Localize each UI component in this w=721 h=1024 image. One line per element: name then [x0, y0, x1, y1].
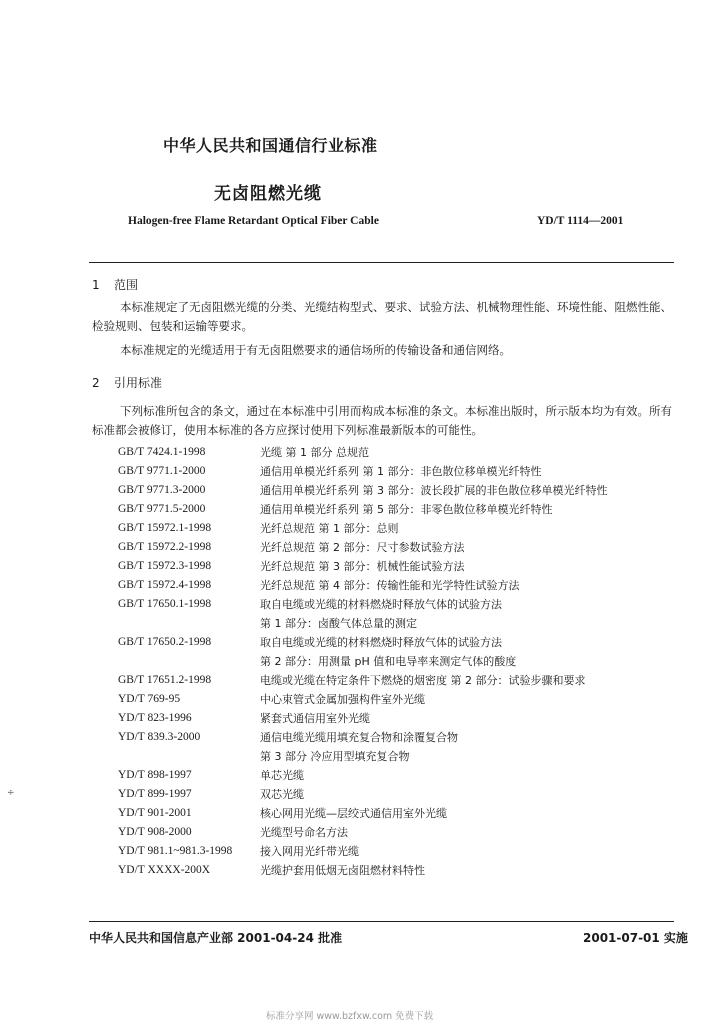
reference-code: GB/T 15972.1-1998 — [118, 521, 212, 534]
reference-title: 单芯光缆 — [260, 768, 304, 782]
reference-title: 光纤总规范 第 4 部分：传输性能和光学特性试验方法 — [260, 578, 520, 592]
watermark-text: 标准分享网 www.bzfxw.com 免费下载 — [266, 1011, 434, 1022]
reference-title: 通信电缆光缆用填充复合物和涂覆复合物 — [260, 730, 458, 744]
reference-title: 接入网用光纤带光缆 — [260, 844, 359, 858]
reference-title: 光缆护套用低烟无卤阻燃材料特性 — [260, 863, 425, 877]
reference-row — [118, 803, 678, 822]
reference-title: 光纤总规范 第 3 部分：机械性能试验方法 — [260, 559, 465, 573]
reference-row — [118, 480, 678, 499]
reference-title: 第 3 部分 冷应用型填充复合物 — [260, 749, 410, 763]
reference-row — [118, 765, 678, 784]
reference-code: YD/T 769-95 — [118, 692, 181, 705]
document-title-cn: 无卤阻燃光缆 — [214, 184, 322, 204]
reference-row — [118, 556, 678, 575]
reference-title: 取自电缆或光缆的材料燃烧时释放气体的试验方法 — [260, 597, 502, 611]
reference-code: YD/T XXXX-200X — [118, 863, 211, 876]
reference-row — [118, 822, 678, 841]
reference-row — [118, 784, 678, 803]
reference-code: YD/T 839.3-2000 — [118, 730, 201, 743]
reference-row — [118, 575, 678, 594]
reference-row — [118, 860, 678, 879]
section-1-heading — [92, 276, 138, 293]
document-title-en: Halogen-free Flame Retardant Optical Fiber Cable — [128, 215, 379, 227]
section-1-paragraph-2: 本标准规定的光缆适用于有无卤阻燃要求的通信场所的传输设备和通信网络。 — [120, 343, 511, 357]
section-number: 2 — [92, 376, 100, 390]
reference-code: YD/T 981.1~981.3-1998 — [118, 844, 233, 857]
reference-code: GB/T 17650.2-1998 — [118, 635, 212, 648]
reference-code: GB/T 15972.2-1998 — [118, 540, 212, 553]
reference-code: YD/T 823-1996 — [118, 711, 192, 724]
footer-divider — [89, 921, 674, 922]
reference-title: 光纤总规范 第 1 部分：总则 — [260, 521, 399, 535]
reference-title: 取自电缆或光缆的材料燃烧时释放气体的试验方法 — [260, 635, 502, 649]
reference-row — [118, 442, 678, 461]
section-number: 1 — [92, 278, 100, 292]
reference-code: YD/T 908-2000 — [118, 825, 192, 838]
reference-row — [118, 537, 678, 556]
reference-title: 通信用单模光纤系列 第 1 部分：非色散位移单模光纤特性 — [260, 464, 542, 478]
approval-statement: 中华人民共和国信息产业部 2001-04-24 批准 — [89, 931, 343, 945]
reference-row — [118, 594, 678, 613]
reference-code: GB/T 17650.1-1998 — [118, 597, 212, 610]
reference-row — [118, 461, 678, 480]
standard-number: YD/T 1114—2001 — [537, 215, 624, 227]
reference-row — [118, 651, 678, 670]
reference-title: 双芯光缆 — [260, 787, 304, 801]
reference-row — [118, 708, 678, 727]
reference-title: 光纤总规范 第 2 部分：尺寸参数试验方法 — [260, 540, 465, 554]
reference-title: 通信用单模光纤系列 第 3 部分：波长段扩展的非色散位移单模光纤特性 — [260, 483, 608, 497]
section-2-paragraph-1: 下列标准所包含的条文，通过在本标准中引用而构成本标准的条文。本标准出版时，所示版本均为有效。所有标准都会被修订，使用本标准的各方应探讨使用下列标准最新版本的可能性。 — [92, 404, 672, 437]
reference-title: 光缆型号命名方法 — [260, 825, 348, 839]
section-2-heading — [92, 374, 162, 391]
section-title: 引用标准 — [114, 376, 163, 390]
reference-title: 电缆或光缆在特定条件下燃烧的烟密度 第 2 部分：试验步骤和要求 — [260, 673, 586, 687]
reference-row — [118, 670, 678, 689]
reference-row — [118, 746, 678, 765]
reference-row — [118, 518, 678, 537]
reference-title: 通信用单模光纤系列 第 5 部分：非零色散位移单模光纤特性 — [260, 502, 553, 516]
header-divider — [89, 262, 674, 263]
section-title: 范围 — [114, 278, 139, 292]
reference-row — [118, 632, 678, 651]
reference-row — [118, 689, 678, 708]
reference-code: GB/T 9771.5-2000 — [118, 502, 206, 515]
reference-title: 第 2 部分：用测量 pH 值和电导率来测定气体的酸度 — [260, 654, 517, 668]
reference-code: GB/T 15972.4-1998 — [118, 578, 212, 591]
standard-organization: 中华人民共和国通信行业标准 — [163, 136, 378, 155]
reference-code: GB/T 7424.1-1998 — [118, 445, 206, 458]
reference-title: 核心网用光缆—层绞式通信用室外光缆 — [260, 806, 447, 820]
reference-code: YD/T 899-1997 — [118, 787, 192, 800]
reference-title: 第 1 部分：卤酸气体总量的测定 — [260, 616, 417, 630]
reference-code: GB/T 17651.2-1998 — [118, 673, 212, 686]
reference-row — [118, 727, 678, 746]
reference-code: YD/T 901-2001 — [118, 806, 192, 819]
section-1-paragraph-1: 本标准规定了无卤阻燃光缆的分类、光缆结构型式、要求、试验方法、机械物理性能、环境性能、阻燃性能、检验规则、包装和运输等要求。 — [92, 300, 672, 333]
reference-code: YD/T 898-1997 — [118, 768, 192, 781]
margin-mark: ÷ — [7, 788, 15, 798]
reference-code: GB/T 15972.3-1998 — [118, 559, 212, 572]
reference-title: 中心束管式金属加强构件室外光缆 — [260, 692, 425, 706]
reference-row — [118, 613, 678, 632]
effective-date: 2001-07-01 实施 — [583, 931, 688, 945]
reference-row — [118, 841, 678, 860]
reference-code: GB/T 9771.1-2000 — [118, 464, 206, 477]
reference-row — [118, 499, 678, 518]
normative-references-list — [118, 442, 678, 879]
reference-title: 紧套式通信用室外光缆 — [260, 711, 370, 725]
reference-code: GB/T 9771.3-2000 — [118, 483, 206, 496]
reference-title: 光缆 第 1 部分 总规范 — [260, 445, 369, 459]
